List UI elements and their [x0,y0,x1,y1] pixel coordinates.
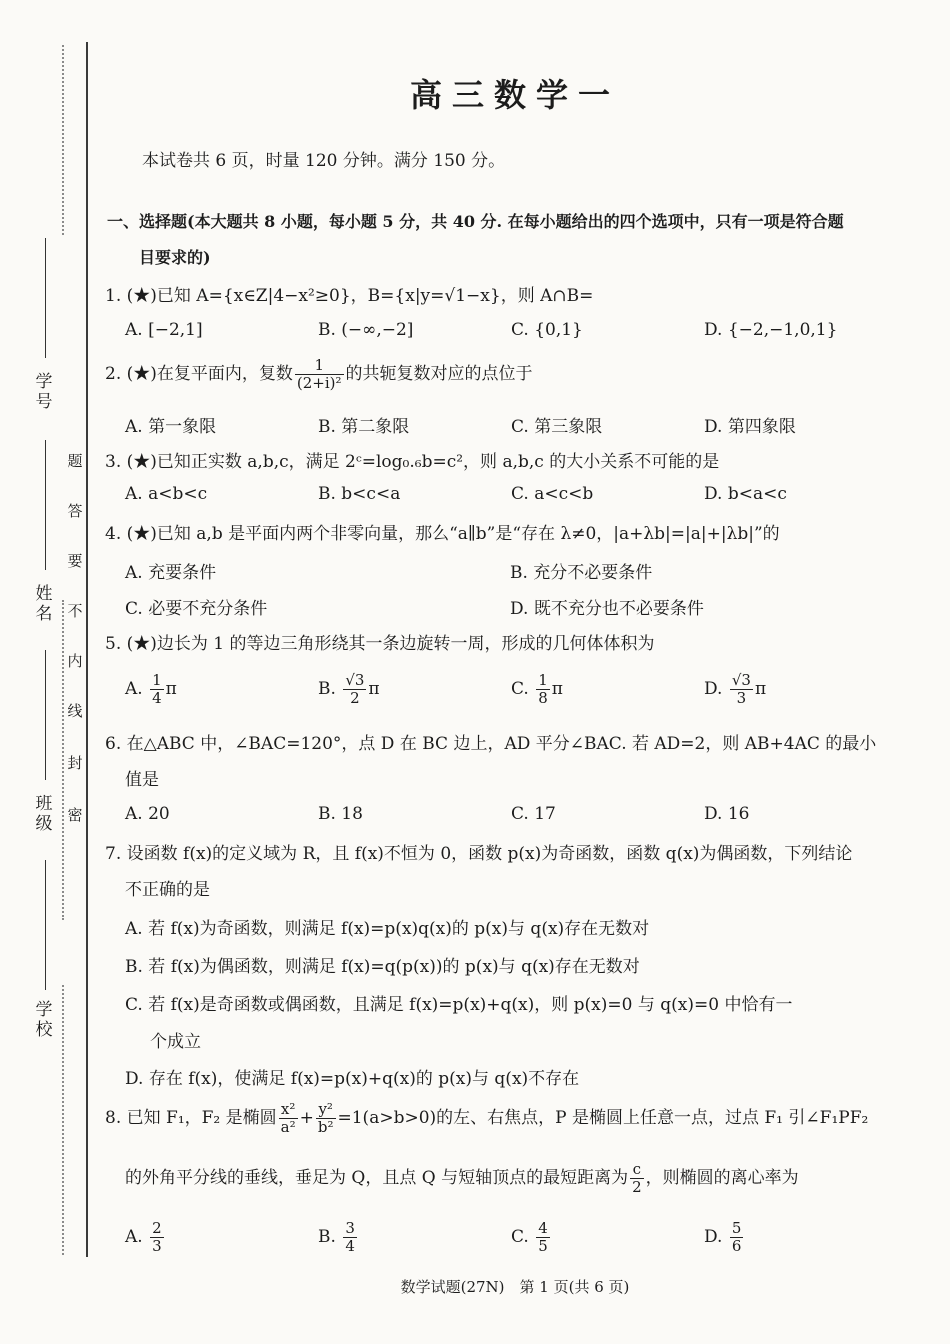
option-a: A. a<b<c [125,484,208,504]
fraction [279,1101,298,1136]
option-d: D. 第四象限 [704,417,796,437]
numerator: 4 [538,1219,548,1237]
seal-char: 内 [67,652,83,670]
question-5-options [125,672,935,707]
denominator: 3 [152,1237,162,1255]
question-stem: 不正确的是 [125,880,210,900]
option-d: D. 16 [704,804,750,824]
fraction [343,672,366,707]
option-label: A. [125,679,143,699]
dotted-cut-line [62,985,64,1255]
question-6 [105,726,930,798]
question-stem: 的共轭复数对应的点位于 [345,364,533,384]
question-8-line2 [125,1160,935,1196]
denominator: 3 [736,689,747,707]
option-d [704,672,897,707]
numerator: y² [316,1101,336,1119]
page-title: 高三数学一 [409,76,620,114]
question-5 [105,626,930,662]
question-stem: ，则椭圆的离心率为 [645,1168,799,1188]
fraction [630,1161,644,1196]
pi-symbol: π [165,679,177,699]
option-b [318,672,511,707]
denominator: 4 [152,689,162,707]
question-3-options [125,484,935,504]
dotted-cut-line [62,600,64,920]
fraction [295,357,344,392]
question-2 [105,356,930,392]
class-label: 班 级 [35,794,53,834]
exam-intro: 本试卷共 6 页，时量 120 分钟。满分 150 分。 [142,151,506,171]
option-d [704,1220,897,1255]
question-stem: =1(a>b>0)的左、右焦点，P 是椭圆上任意一点，过点 F₁ 引∠F₁PF₂ [337,1108,869,1128]
question-stem: 6. 在△ABC 中，∠BAC=120°，点 D 在 BC 边上，AD 平分∠BAC. 若 AD=2，则 AB+4AC 的最小 [105,734,877,754]
option-c: C. 必要不充分条件 [125,599,268,619]
seal-char: 要 [67,552,83,570]
fraction [730,1220,744,1255]
seal-char: 封 [67,754,83,772]
denominator: a² [280,1118,296,1136]
question-stem: 5. (★)边长为 1 的等边三角形绕其一条边旋转一周，形成的几何体体积为 [105,634,655,654]
option-label: D. [704,1227,723,1247]
seal-char: 答 [67,502,83,520]
question-3 [105,444,930,480]
denominator: b² [317,1118,334,1136]
name-blank-line [45,440,46,570]
denominator: 4 [345,1237,355,1255]
denominator: 2 [350,689,360,707]
option-c: C. {0,1} [511,320,583,340]
option-c: C. 若 f(x)是奇函数或偶函数，且满足 f(x)=p(x)+q(x)，则 p(x)=0 与 q(x)=0 中恰有一 [125,995,793,1015]
option-b: B. (−∞,−2] [318,320,414,340]
option-c: C. a<c<b [511,484,594,504]
option-a: A. 充要条件 [125,563,217,583]
binding-margin [0,0,100,1344]
option-label: A. [125,1227,143,1247]
seal-char: 线 [67,702,83,720]
denominator: 6 [731,1237,742,1255]
seal-char: 题 [67,452,83,470]
question-4-options-row2 [125,594,935,619]
pi-symbol: π [551,679,563,699]
class-blank-line [45,650,46,780]
option-label: D. [704,679,723,699]
option-b: B. 18 [318,804,363,824]
numerator: x² [279,1101,298,1119]
question-8 [105,1100,930,1136]
numerator: 3 [345,1219,355,1237]
numerator: √3 [731,671,751,689]
option-d: D. {−2,−1,0,1} [704,320,838,340]
question-7 [105,836,930,908]
option-a [125,672,318,707]
question-4 [105,516,930,552]
question-1 [105,278,930,314]
school-label: 学 校 [35,1000,53,1040]
fraction [150,1220,164,1255]
fraction [536,672,550,707]
option-c: C. 第三象限 [511,417,603,437]
numerator: 1 [538,671,548,689]
question-4-options-row1 [125,558,935,583]
pi-symbol: π [754,679,767,699]
option-label: C. [511,679,529,699]
denominator: 8 [538,689,548,707]
numerator: 1 [152,671,162,689]
option-b [318,1220,511,1255]
question-1-options [125,320,935,340]
fraction [150,672,164,707]
option-a: A. 若 f(x)为奇函数，则满足 f(x)=p(x)q(x)的 p(x)与 q(x)存在无数对 [125,919,650,939]
school-blank-line [45,860,46,990]
section-heading-line: 目要求的) [139,248,211,267]
section-heading [107,204,937,276]
option-b: B. 若 f(x)为偶函数，则满足 f(x)=q(p(x))的 p(x)与 q(x)存在无数对 [125,957,640,977]
question-stem: 2. (★)在复平面内，复数 [105,364,293,384]
option-a: A. 第一象限 [125,417,217,437]
fraction [730,672,753,707]
denominator: 2 [632,1178,642,1196]
option-a [125,1220,318,1255]
numerator: √3 [345,671,365,689]
option-c: C. 17 [511,804,556,824]
option-c [511,1220,704,1255]
section-heading-line: 一、选择题(本大题共 8 小题，每小题 5 分，共 40 分. 在每小题给出的四个选项中，只有一项是符合题 [107,212,844,231]
seal-char: 密 [67,806,83,824]
fraction [536,1220,550,1255]
id-blank-line [45,238,46,358]
numerator: 2 [152,1219,162,1237]
option-label: B. [318,679,336,699]
numerator: 1 [295,357,344,375]
id-label: 学 号 [35,372,53,412]
name-label: 姓 名 [35,584,53,624]
numerator: 5 [731,1219,742,1237]
question-8-options [125,1220,935,1255]
question-2-options [125,412,935,437]
option-label: B. [318,1227,336,1247]
question-stem: 7. 设函数 f(x)的定义域为 R，且 f(x)不恒为 0，函数 p(x)为奇函数，函数 q(x)为偶函数，下列结论 [105,844,853,864]
page-footer: 数学试题(27N) 第 1 页(共 6 页) [400,1278,630,1296]
margin-border-line [86,42,88,1257]
question-stem: 3. (★)已知正实数 a,b,c，满足 2ᶜ=log₀.₆b=c²，则 a,b,c 的大小关系不可能的是 [105,452,720,472]
option-d: D. 存在 f(x)，使满足 f(x)=p(x)+q(x)的 p(x)与 q(x)不存在 [125,1069,580,1089]
option-a: A. [−2,1] [125,320,203,340]
option-label: C. [511,1227,529,1247]
option-b: B. 第二象限 [318,417,410,437]
question-stem: 的外角平分线的垂线，垂足为 Q，且点 Q 与短轴顶点的最短距离为 [125,1168,629,1188]
question-stem: 4. (★)已知 a,b 是平面内两个非零向量，那么“a∥b”是“存在 λ≠0，|a+λb|=|a|+|λb|”的 [105,524,780,544]
denominator: 5 [538,1237,548,1255]
question-stem: 8. 已知 F₁，F₂ 是椭圆 [105,1108,277,1128]
numerator: c [630,1161,644,1179]
denominator: (2+i)² [296,374,342,392]
option-d: D. 既不充分也不必要条件 [510,599,704,619]
pi-symbol: π [368,679,380,699]
question-stem: 1. (★)已知 A={x∈Z|4−x²≥0}，B={x|y=√1−x}，则 A∩B= [105,286,594,306]
question-stem: 值是 [125,770,159,790]
option-c-continued: 个成立 [150,1032,201,1052]
fraction [343,1220,357,1255]
seal-char: 不 [67,602,83,620]
plus-sign: + [299,1108,314,1128]
option-b: B. 充分不必要条件 [510,563,653,583]
option-a: A. 20 [125,804,170,824]
option-d: D. b<a<c [704,484,787,504]
option-c [511,672,704,707]
fraction [316,1101,336,1136]
option-b: B. b<c<a [318,484,401,504]
question-6-options [125,804,935,824]
